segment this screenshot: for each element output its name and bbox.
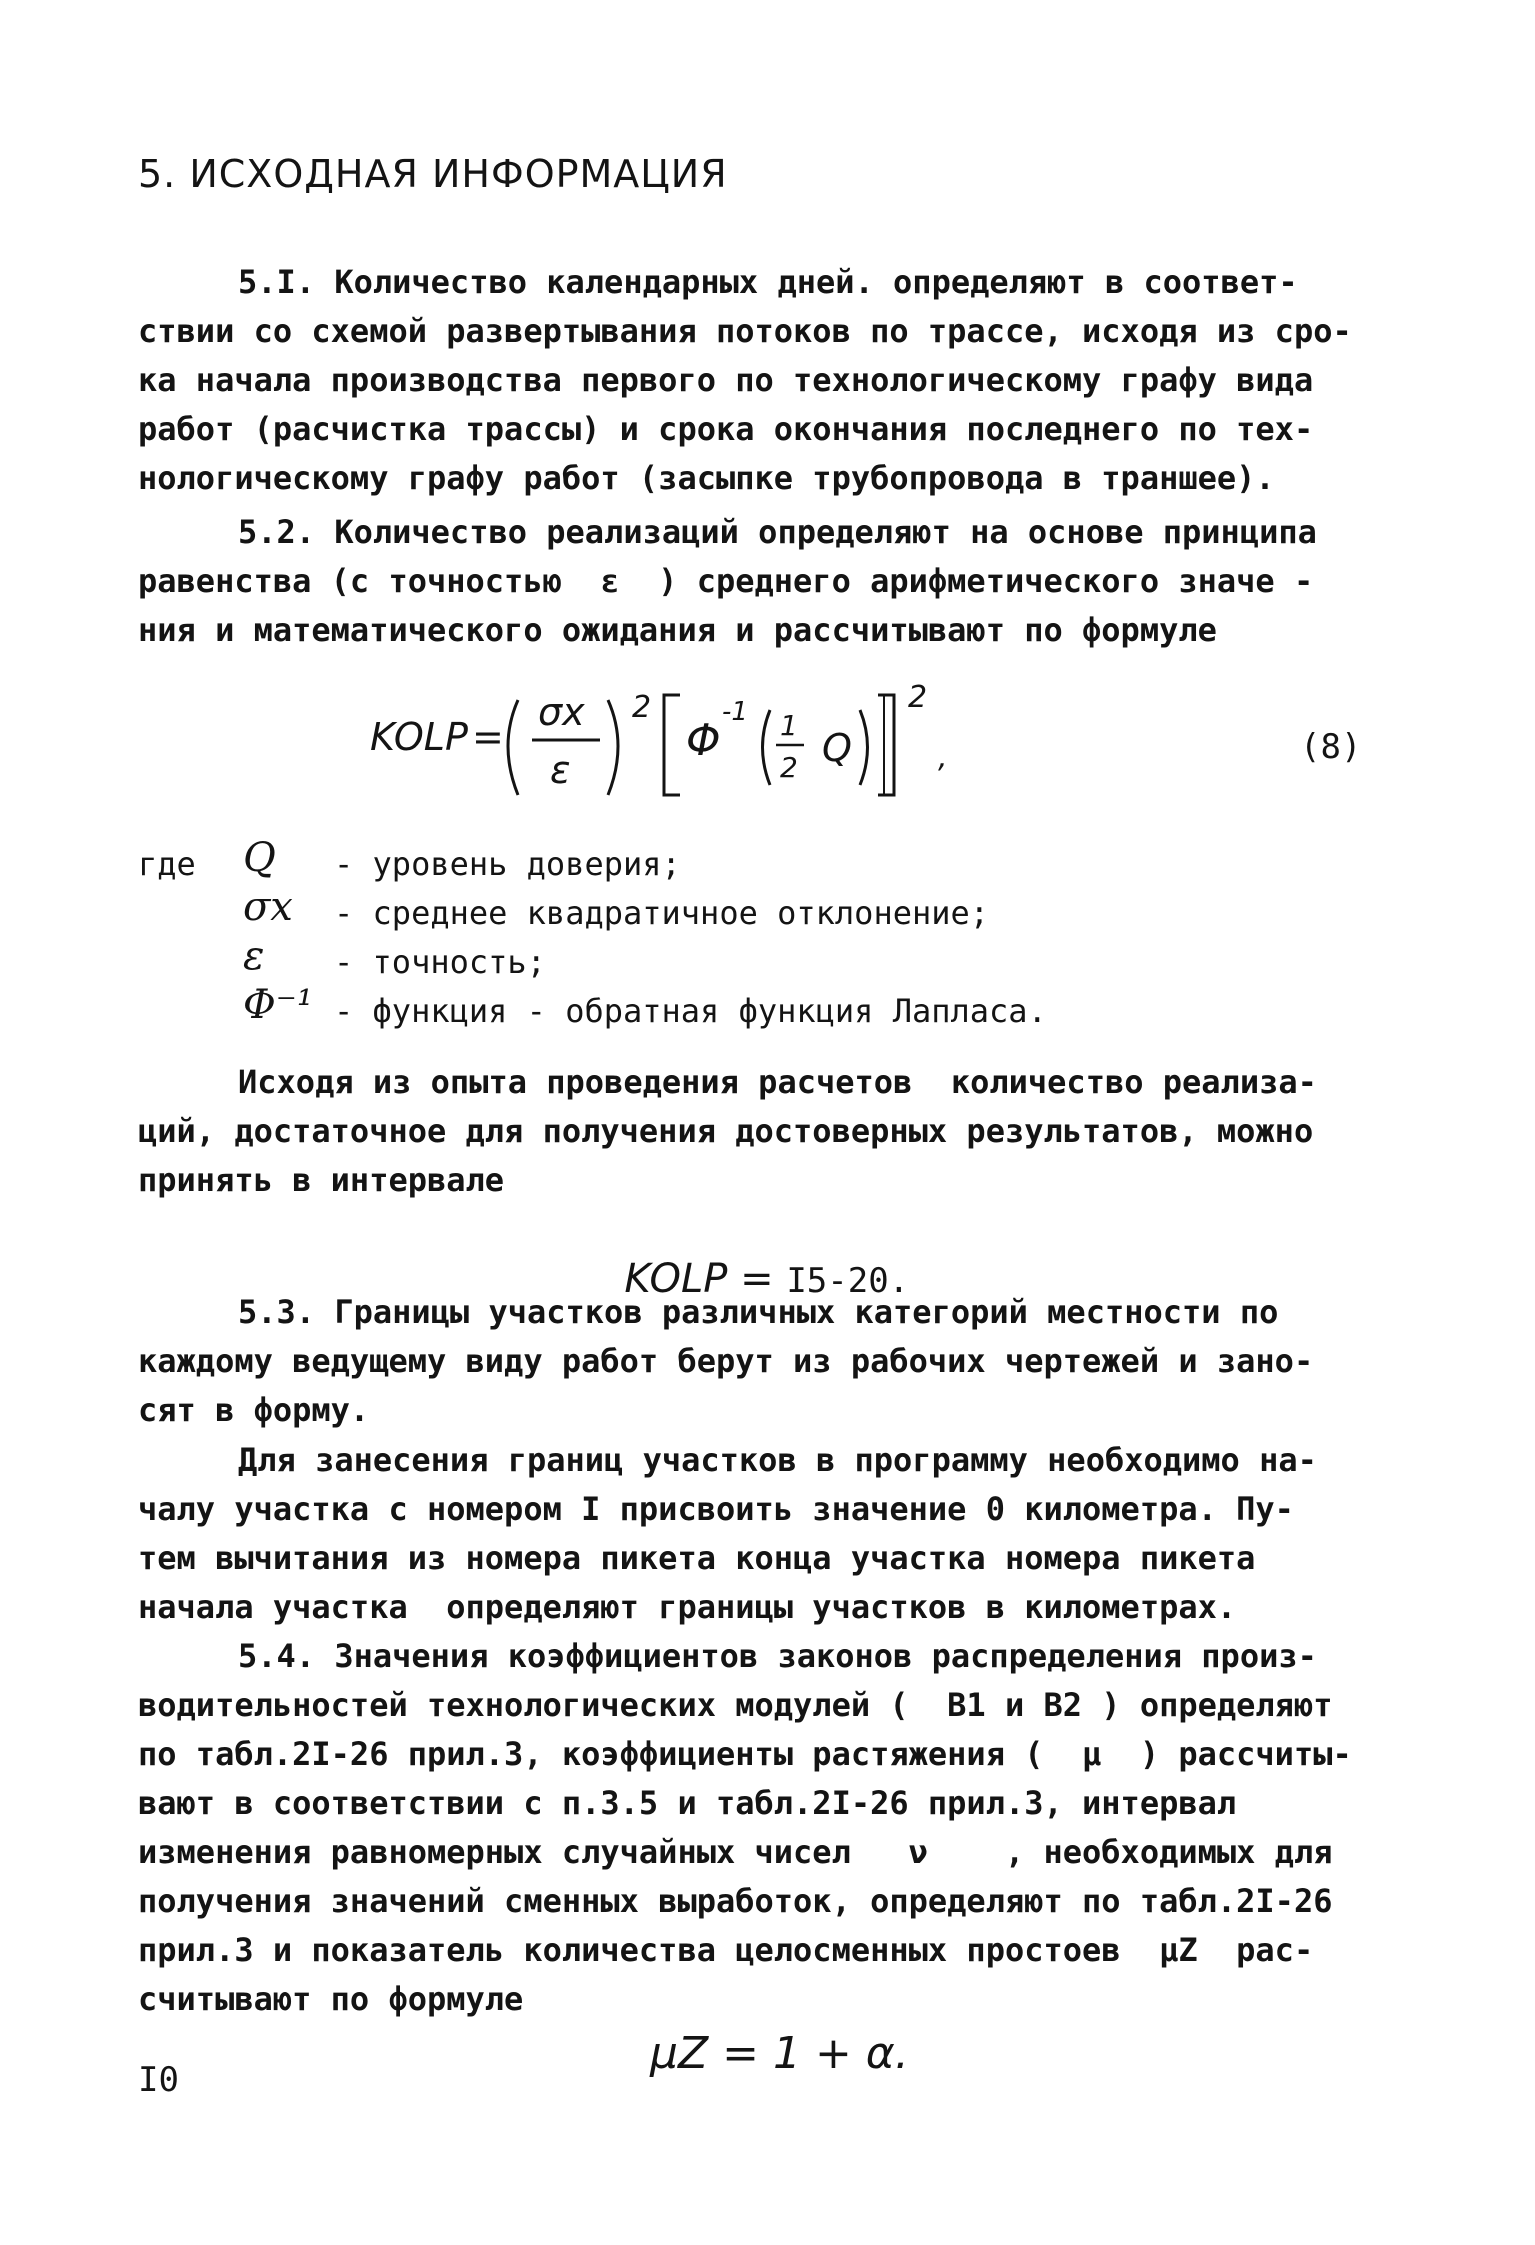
kolp-range: KOLP = I5-20. <box>624 1256 910 1302</box>
text-line: 5.3. Границы участков различных категорий местности по <box>238 1293 1279 1331</box>
svg-text:,: , <box>938 740 948 775</box>
text-line: чалу участка с номером I присвоить значение 0 километра. Пу- <box>138 1490 1294 1528</box>
paragraph-5-1 <box>138 258 1388 503</box>
text-line: равенства (с точностью ε ) среднего арифметического значе - <box>138 562 1314 600</box>
formula-sigma: σx <box>538 690 585 734</box>
text-line: ций, достаточное для получения достоверных результатов, можно <box>138 1112 1314 1150</box>
text-line: принять в интервале <box>138 1161 505 1199</box>
text-line: изменения равномерных случайных чисел ν , необходимых для <box>138 1833 1333 1871</box>
page-number: I0 <box>138 2060 179 2100</box>
legend-item: - среднее квадратичное отклонение; <box>334 894 990 932</box>
legend-item: - уровень доверия; <box>334 845 681 883</box>
equation-number: (8) <box>1300 727 1362 767</box>
text-line: 5.4. Значения коэффициентов законов распределения произ- <box>238 1637 1317 1675</box>
text-line: каждому ведущему виду работ берут из рабочих чертежей и зано- <box>138 1342 1314 1380</box>
svg-text:2: 2 <box>780 751 798 784</box>
svg-text:=: = <box>472 715 504 759</box>
text-line: ствии со схемой развертывания потоков по трассе, исходя из сро- <box>138 312 1352 350</box>
text-line: тем вычитания из номера пикета конца участка номера пикета <box>138 1539 1256 1577</box>
svg-text:-1: -1 <box>722 697 748 727</box>
text-line: получения значений сменных выработок, определяют по табл.2I-26 <box>138 1882 1333 1920</box>
where-label: где <box>138 845 196 883</box>
svg-text:2: 2 <box>908 680 928 715</box>
text-line: водительностей технологических модулей ( B1 и B2 ) определяют <box>138 1686 1333 1724</box>
text-line: Для занесения границ участков в программу необходимо на- <box>238 1441 1317 1479</box>
paragraph-5-4 <box>138 1632 1388 2024</box>
section-heading: 5. ИСХОДНАЯ ИНФОРМАЦИЯ <box>138 152 728 196</box>
symbol-epsilon: ε <box>243 933 265 979</box>
paragraph-5-3 <box>138 1288 1388 1435</box>
kolp-lhs: KOLP <box>624 1256 728 1302</box>
text-line: Исходя из опыта проведения расчетов количество реализа- <box>238 1063 1317 1101</box>
paragraph-5-2 <box>138 508 1388 655</box>
text-line: нологическому графу работ (засыпке трубопровода в траншее). <box>138 459 1275 497</box>
formula-lhs: KOLP <box>370 715 468 759</box>
formula-8 <box>360 655 1120 815</box>
paragraph-5-3-b <box>138 1436 1388 1632</box>
text-line: 5.2. Количество реализаций определяют на основе принципа <box>238 513 1317 551</box>
paragraph-experience <box>138 1058 1388 1205</box>
text-line: сят в форму. <box>138 1391 370 1429</box>
legend-item: - точность; <box>334 943 546 981</box>
symbol-q: Q <box>243 835 276 881</box>
symbol-sigma: σx <box>243 884 293 930</box>
text-line: 5.I. Количество календарных дней. определяют в соответ- <box>238 263 1298 301</box>
formula-phi: Φ <box>686 715 721 766</box>
text-line: вают в соответствии с п.3.5 и табл.2I-26 прил.3, интервал <box>138 1784 1237 1822</box>
text-line: ния и математического ожидания и рассчитывают по формуле <box>138 611 1217 649</box>
svg-text:1: 1 <box>780 709 798 742</box>
text-line: ка начала производства первого по технологическому графу вида <box>138 361 1314 399</box>
text-line: по табл.2I-26 прил.3, коэффициенты растяжения ( μ ) рассчиты- <box>138 1735 1352 1773</box>
text-line: считывают по формуле <box>138 1980 524 2018</box>
kolp-rhs: I5-20. <box>786 1261 910 1301</box>
muz-formula: μZ = 1 + α. <box>650 2028 909 2079</box>
formula-q: Q <box>822 726 852 770</box>
text-line: начала участка определяют границы участков в километрах. <box>138 1588 1237 1626</box>
text-line: прил.3 и показатель количества целосменных простоев μZ рас- <box>138 1931 1314 1969</box>
legend-item: - функция - обратная функция Лапласа. <box>334 992 1047 1030</box>
symbol-phi: Φ⁻¹ <box>243 982 313 1028</box>
text-line: работ (расчистка трассы) и срока окончания последнего по тех- <box>138 410 1314 448</box>
formula-epsilon: ε <box>550 748 571 792</box>
svg-text:2: 2 <box>632 690 652 725</box>
